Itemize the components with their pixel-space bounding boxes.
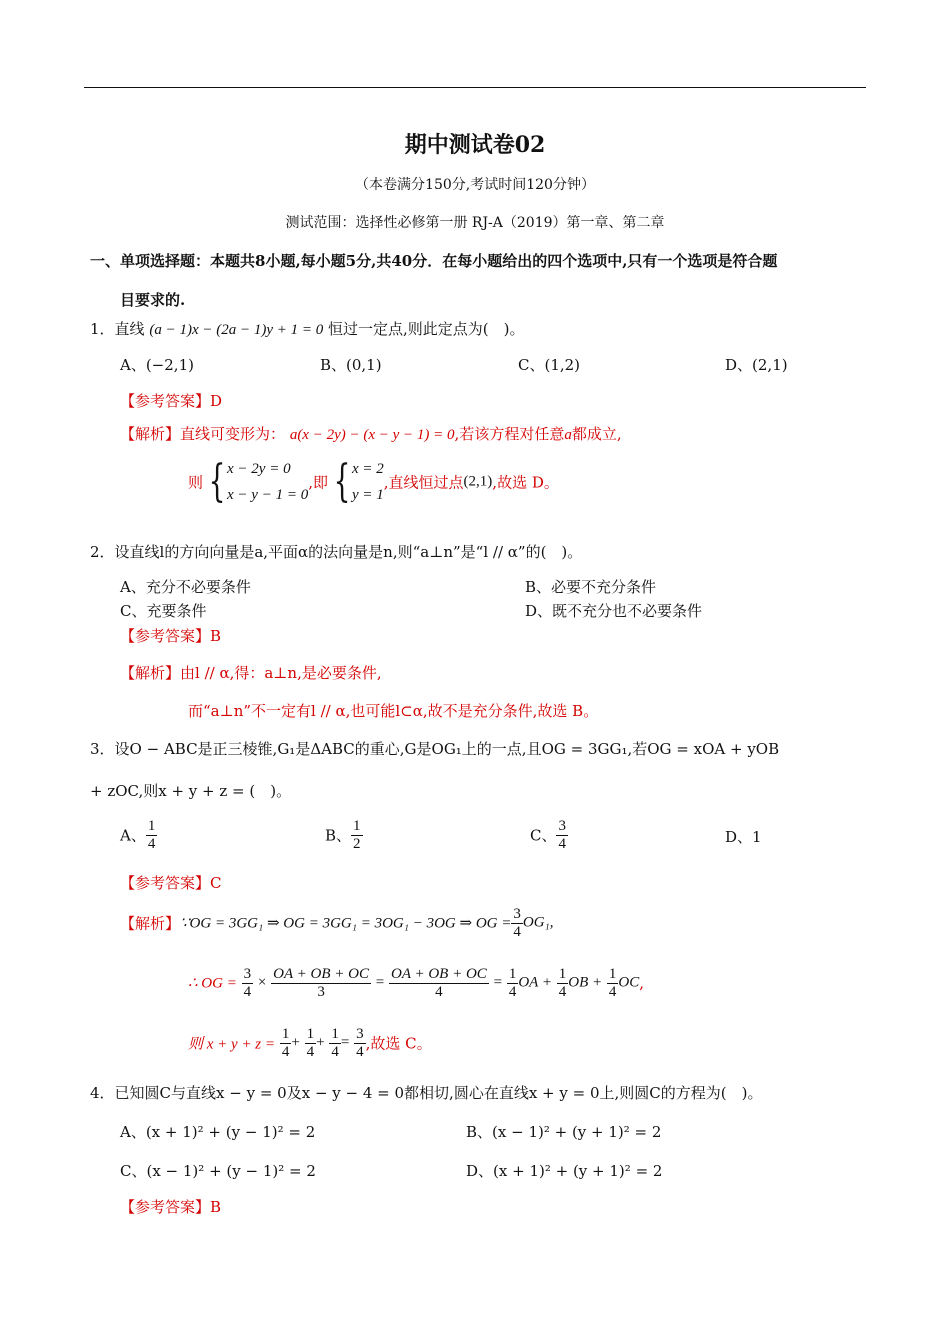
q2-analysis-line2: 而“a⊥n”不一定有l // α,也可能l⊂α,故不是充分条件,故选 B。	[188, 702, 599, 720]
q2-option-d: D、既不充分也不必要条件	[525, 602, 703, 620]
q2-option-a: A、充分不必要条件	[120, 578, 251, 596]
question-3-line1: 3．设O − ABC是正三棱锥,G₁是ΔABC的重心,G是OG₁上的一点,且OG = 3GG₁,若OG = xOA + yOB	[90, 740, 780, 758]
q3-answer: 【参考答案】C	[120, 874, 222, 892]
section-heading-cont: 目要求的.	[120, 291, 186, 309]
question-4: 4．已知圆C与直线x − y = 0及x − y − 4 = 0都相切,圆心在直线x + y = 0上,则圆C的方程为( )。	[90, 1084, 763, 1102]
q3-option-d: D、1	[725, 828, 762, 846]
q4-option-d: D、(x + 1)² + (y + 1)² = 2	[466, 1162, 663, 1180]
q2-option-c: C、充要条件	[120, 602, 207, 620]
q2-analysis-line1: 【解析】由l // α,得：a⊥n,是必要条件,	[120, 664, 382, 682]
q1-stem-post: 恒过一定点,则此定点为( )。	[328, 320, 525, 338]
q3-option-a: A、 $\frac{1}{4}$	[120, 818, 156, 852]
question-3-line2: + zOC,则x + y + z = ( )。	[90, 782, 292, 800]
q1-analysis-line1: 【解析】直线可变形为： a(x − 2y) − (x − y − 1) = 0,若该方程对任意a都成立,	[120, 425, 622, 443]
test-scope: 测试范围：选择性必修第一册 RJ-A（2019）第一章、第二章	[285, 215, 665, 231]
q4-answer: 【参考答案】B	[120, 1198, 222, 1216]
q1-stem-pre: 直线	[114, 320, 145, 338]
q2-answer: 【参考答案】B	[120, 627, 222, 645]
q1-answer: 【参考答案】D	[120, 392, 223, 410]
q3-analysis-line1: 【解析】∵OG = 3GG₁ ⇒ OG = 3GG₁ = 3OG₁ − 3OG ⇒ OG = $\frac{3}{4}$ OG₁,	[120, 906, 554, 940]
q4-option-a: A、(x + 1)² + (y − 1)² = 2	[120, 1123, 316, 1141]
header-rule	[84, 87, 866, 88]
q3-option-b: B、 $\frac{1}{2}$	[325, 818, 361, 852]
q3-analysis-line3: 则 x + y + z = $\frac{1}{4}$ + $\frac{1}{4}$ + $\frac{1}{4}$ = $\frac{3}{4}$ ,故选 C。	[188, 1026, 432, 1060]
q4-option-b: B、(x − 1)² + (y + 1)² = 2	[466, 1123, 662, 1141]
q1-option-d: D、(2,1)	[725, 356, 788, 374]
question-2: 2．设直线l的方向向量是a,平面α的法向量是n,则“a⊥n”是“l // α”的( )。	[90, 543, 583, 561]
q1-analysis-line2: 则 { x − 2y = 0 x − y − 1 = 0,即 { x = 2 y = 1,直线恒过点(2,1),故选 D。	[188, 456, 559, 507]
q1-number: 1．	[90, 320, 115, 338]
q1-option-b: B、(0,1)	[320, 356, 382, 374]
q2-option-b: B、必要不充分条件	[525, 578, 657, 596]
q3-analysis-line2: ∴ OG = $\frac{3}{4}$ × $\frac{OA + OB + OC}{3}$ = $\frac{OA + OB + OC}{4}$ = $\frac{1}{4}$ OA + $\frac{1}{4}$ OB + $\frac{1}{4}$ OC,	[188, 966, 645, 1000]
q4-option-c: C、(x − 1)² + (y − 1)² = 2	[120, 1162, 316, 1180]
subtitle: （本卷满分150分,考试时间120分钟）	[355, 177, 595, 193]
page-title: 期中测试卷02	[404, 132, 546, 158]
q1-stem-expr: (a − 1)x − (2a − 1)y + 1 = 0	[149, 322, 324, 338]
question-1	[90, 318, 525, 339]
q1-option-a: A、(−2,1)	[120, 356, 194, 374]
q1-option-c: C、(1,2)	[518, 356, 581, 374]
q3-option-c: C、 $\frac{3}{4}$	[530, 818, 566, 852]
section-heading: 一、单项选择题：本题共8小题,每小题5分,共40分．在每小题给出的四个选项中,只有一个选项是符合题	[90, 252, 778, 270]
